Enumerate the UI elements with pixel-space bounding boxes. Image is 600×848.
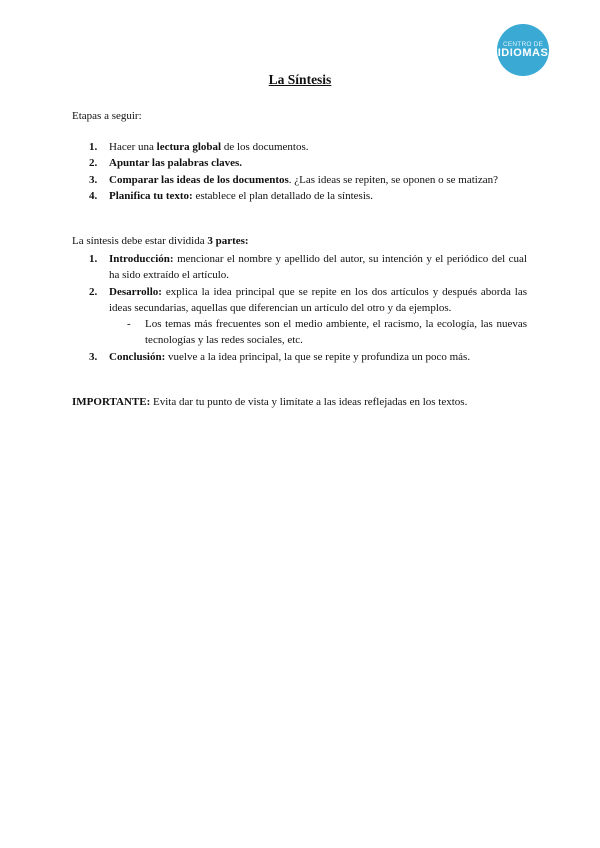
step-number: 2.: [89, 157, 98, 170]
step-item: [72, 139, 527, 155]
part-text: mencionar el nombre y apellido del autor, su intención y el periódico del cual ha sido extraído el artículo.: [109, 253, 527, 282]
parts-list: [72, 251, 527, 365]
step-number: 3.: [89, 173, 98, 186]
part-item: [72, 284, 527, 349]
part-number: 3.: [89, 350, 98, 363]
step-bold: Comparar las ideas de los documentos: [109, 173, 289, 186]
part-number: 2.: [89, 285, 98, 298]
step-number: 1.: [89, 141, 98, 153]
part-title: Conclusión:: [109, 350, 166, 363]
step-text: . ¿Las ideas se repiten, se oponen o se matizan?: [288, 173, 499, 186]
steps-list: [72, 139, 527, 204]
step-text: establece el plan detallado de la síntesis.: [192, 189, 373, 202]
step-number: 4.: [89, 189, 98, 202]
important-text: Evita dar tu punto de vista y limítate a las ideas reflejadas en los textos.: [150, 396, 468, 408]
part-number: 1.: [89, 253, 98, 265]
sub-item-text: Los temas más frecuentes son el medio ambiente, el racismo, la ecología, las nuevas tecnologías y las redes sociales, etc.: [145, 318, 527, 347]
step-item: [72, 172, 527, 188]
step-text: de los documentos.: [221, 141, 309, 153]
important-note: [72, 396, 467, 408]
important-label: IMPORTANTE:: [72, 396, 151, 408]
part-title: Desarrollo:: [109, 285, 162, 298]
logo-line-2: IDIOMAS: [497, 47, 549, 59]
parts-intro-text: La síntesis debe estar dividida: [72, 235, 208, 247]
part-text: vuelve a la idea principal, la que se repite y profundiza un poco más.: [165, 350, 471, 363]
step-text: Hacer una: [109, 141, 157, 153]
dash-bullet: -: [127, 318, 131, 331]
step-item: [72, 155, 527, 171]
parts-intro: [72, 235, 249, 247]
step-bold: lectura global: [156, 141, 222, 153]
part-item: [72, 251, 527, 284]
logo: [497, 24, 549, 76]
sub-list: [109, 316, 527, 349]
steps-intro: Etapas a seguir:: [72, 110, 142, 122]
step-item: [72, 188, 527, 204]
sub-item: [109, 316, 527, 349]
step-bold: Apuntar las palabras claves.: [109, 157, 243, 170]
part-title: Introducción:: [109, 253, 174, 265]
parts-intro-bold: 3 partes:: [207, 235, 249, 247]
logo-line-1: CENTRO DE: [502, 41, 544, 48]
page-title: La Síntesis: [268, 72, 332, 87]
step-bold: Planifica tu texto:: [109, 189, 193, 202]
part-text: explica la idea principal que se repite en los dos artículos y después aborda las ideas secundarias, aquellas que diferencian un artículo del otro y da ejemplos.: [109, 285, 527, 314]
part-item: [72, 349, 527, 365]
